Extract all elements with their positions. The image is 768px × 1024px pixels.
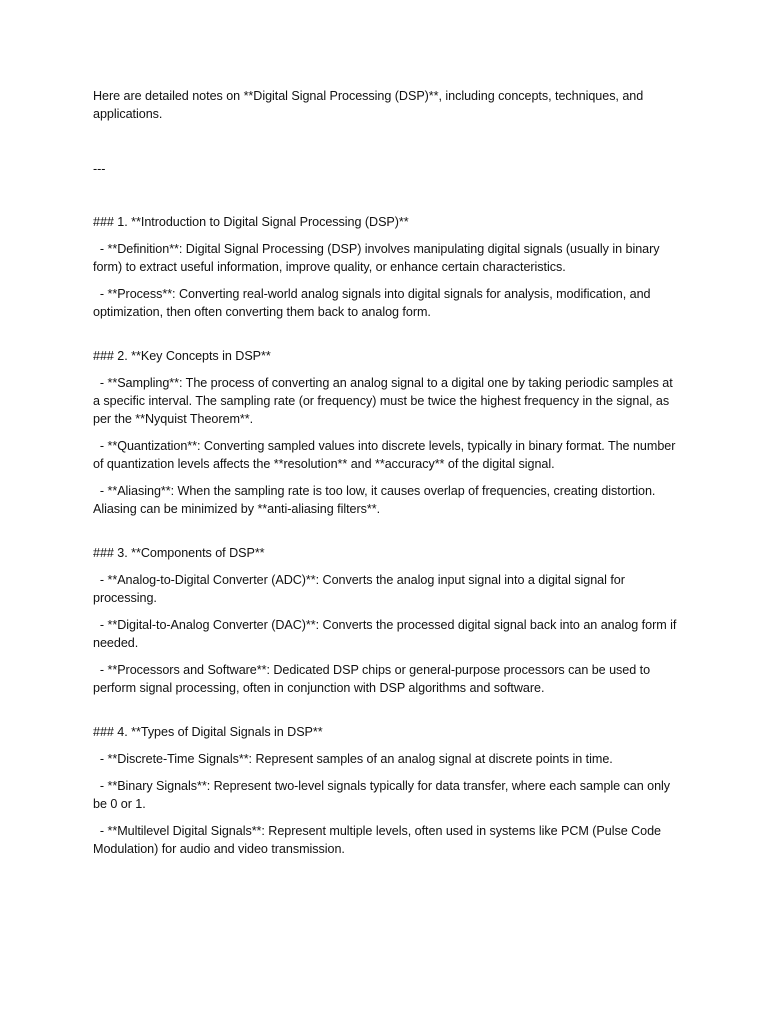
section-key-concepts — [93, 347, 683, 518]
document-page — [93, 87, 683, 867]
bullet-process: - **Process**: Converting real-world analog signals into digital signals for analysis, modification, and optimization, then often converting them back to analog form. — [93, 287, 654, 319]
bullet-adc: - **Analog-to-Digital Converter (ADC)**: Converts the analog input signal into a digital signal for processing. — [93, 573, 629, 605]
bullet-binary: - **Binary Signals**: Represent two-level signals typically for data transfer, where each sample can only be 0 or 1. — [93, 779, 674, 811]
bullet-quantization: - **Quantization**: Converting sampled values into discrete levels, typically in binary format. The number of quantization levels affects the **resolution** and **accuracy** of the digital signal. — [93, 439, 679, 471]
bullet-discrete-time: - **Discrete-Time Signals**: Represent samples of an analog signal at discrete points in time. — [93, 752, 613, 766]
section-introduction — [93, 213, 683, 321]
intro-paragraph: Here are detailed notes on **Digital Signal Processing (DSP)**, including concepts, techniques, and applications. — [93, 89, 647, 121]
section-components — [93, 544, 683, 697]
bullet-definition: - **Definition**: Digital Signal Processing (DSP) involves manipulating digital signals (usually in binary form) to extract useful information, improve quality, or enhance certain characteristics. — [93, 242, 663, 274]
bullet-processors: - **Processors and Software**: Dedicated DSP chips or general-purpose processors can be used to perform signal processing, often in conjunction with DSP algorithms and software. — [93, 663, 654, 695]
section-heading: ### 3. **Components of DSP** — [93, 546, 265, 560]
bullet-dac: - **Digital-to-Analog Converter (DAC)**: Converts the processed digital signal back into an analog form if needed. — [93, 618, 680, 650]
bullet-aliasing: - **Aliasing**: When the sampling rate is too low, it causes overlap of frequencies, creating distortion. Aliasing can be minimized by **anti-aliasing filters**. — [93, 484, 659, 516]
section-signal-types — [93, 723, 683, 858]
section-heading: ### 2. **Key Concepts in DSP** — [93, 349, 271, 363]
section-heading: ### 1. **Introduction to Digital Signal Processing (DSP)** — [93, 215, 409, 229]
bullet-multilevel: - **Multilevel Digital Signals**: Represent multiple levels, often used in systems like PCM (Pulse Code Modulation) for audio and video transmission. — [93, 824, 665, 856]
horizontal-rule-text: --- — [93, 162, 106, 176]
section-heading: ### 4. **Types of Digital Signals in DSP** — [93, 725, 323, 739]
bullet-sampling: - **Sampling**: The process of converting an analog signal to a digital one by taking periodic samples at a specific interval. The sampling rate (or frequency) must be twice the highest frequency in the signal, as per the **Nyquist Theorem**. — [93, 376, 677, 426]
